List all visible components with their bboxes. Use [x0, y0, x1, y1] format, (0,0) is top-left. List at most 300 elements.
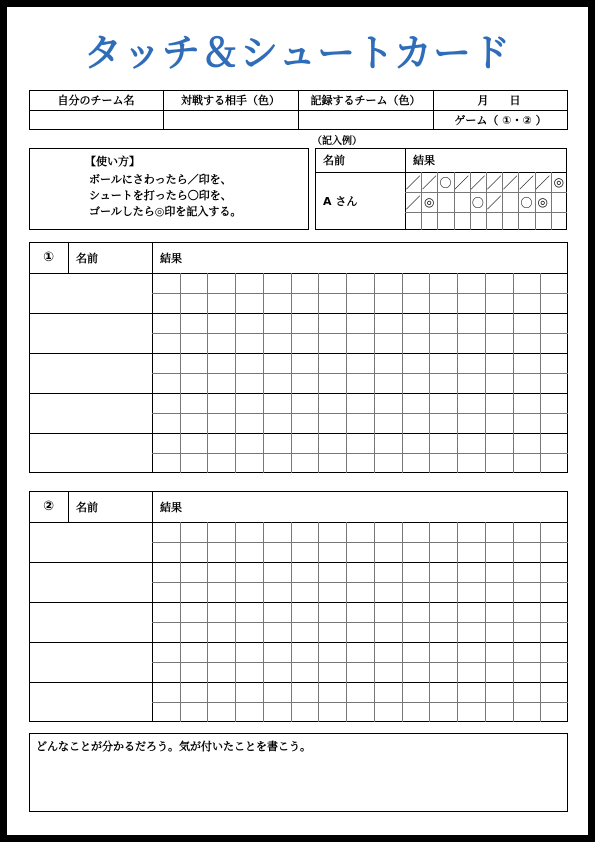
- result-cell[interactable]: [402, 542, 430, 562]
- result-cell[interactable]: [374, 522, 402, 542]
- result-cell[interactable]: [374, 602, 402, 622]
- result-cell[interactable]: [429, 373, 457, 393]
- result-cell[interactable]: [180, 433, 208, 453]
- result-cell[interactable]: [457, 413, 485, 433]
- result-cell[interactable]: [291, 393, 319, 413]
- result-cell[interactable]: [457, 662, 485, 682]
- result-cell[interactable]: [291, 313, 319, 333]
- result-cell[interactable]: [374, 313, 402, 333]
- result-cell[interactable]: [402, 453, 430, 473]
- result-cell[interactable]: [457, 453, 485, 473]
- result-cell[interactable]: [513, 522, 541, 542]
- result-cell[interactable]: [485, 373, 513, 393]
- result-cell[interactable]: [180, 662, 208, 682]
- result-cell[interactable]: [235, 562, 263, 582]
- result-cell[interactable]: [374, 433, 402, 453]
- result-cell[interactable]: [318, 313, 346, 333]
- result-cell[interactable]: [263, 393, 291, 413]
- result-cell[interactable]: [235, 522, 263, 542]
- result-cell[interactable]: [485, 413, 513, 433]
- result-cell[interactable]: [485, 662, 513, 682]
- result-cell[interactable]: [485, 522, 513, 542]
- result-cell[interactable]: [402, 373, 430, 393]
- result-cell[interactable]: [540, 702, 568, 722]
- result-cell[interactable]: [152, 582, 180, 602]
- result-cell[interactable]: [457, 433, 485, 453]
- result-cell[interactable]: [429, 562, 457, 582]
- result-cell[interactable]: [374, 453, 402, 473]
- opponent-field[interactable]: [163, 110, 298, 130]
- result-cell[interactable]: [457, 353, 485, 373]
- player-name-field[interactable]: [29, 433, 152, 473]
- result-cell[interactable]: [207, 393, 235, 413]
- result-cell[interactable]: [235, 433, 263, 453]
- result-cell[interactable]: [457, 582, 485, 602]
- result-cell[interactable]: [263, 702, 291, 722]
- result-cell[interactable]: [429, 273, 457, 293]
- result-cell[interactable]: [152, 542, 180, 562]
- result-cell[interactable]: [263, 333, 291, 353]
- result-cell[interactable]: [235, 682, 263, 702]
- result-cell[interactable]: [540, 522, 568, 542]
- result-cell[interactable]: [540, 313, 568, 333]
- result-cell[interactable]: [346, 582, 374, 602]
- result-cell[interactable]: [540, 373, 568, 393]
- result-cell[interactable]: [235, 333, 263, 353]
- result-cell[interactable]: [374, 562, 402, 582]
- result-cell[interactable]: [485, 393, 513, 413]
- result-cell[interactable]: [180, 353, 208, 373]
- result-cell[interactable]: [207, 353, 235, 373]
- result-cell[interactable]: [429, 682, 457, 702]
- result-cell[interactable]: [513, 582, 541, 602]
- result-cell[interactable]: [402, 662, 430, 682]
- result-cell[interactable]: [457, 293, 485, 313]
- result-cell[interactable]: [457, 522, 485, 542]
- result-cell[interactable]: [513, 562, 541, 582]
- result-cell[interactable]: [152, 662, 180, 682]
- result-cell[interactable]: [152, 393, 180, 413]
- result-cell[interactable]: [152, 682, 180, 702]
- result-cell[interactable]: [318, 293, 346, 313]
- result-cell[interactable]: [429, 413, 457, 433]
- result-cell[interactable]: [207, 642, 235, 662]
- player-name-field[interactable]: [29, 602, 152, 642]
- result-cell[interactable]: [207, 682, 235, 702]
- result-cell[interactable]: [318, 433, 346, 453]
- result-cell[interactable]: [318, 602, 346, 622]
- result-cell[interactable]: [402, 333, 430, 353]
- result-cell[interactable]: [152, 333, 180, 353]
- result-cell[interactable]: [346, 622, 374, 642]
- result-cell[interactable]: [291, 702, 319, 722]
- result-cell[interactable]: [513, 353, 541, 373]
- result-cell[interactable]: [485, 433, 513, 453]
- result-cell[interactable]: [402, 702, 430, 722]
- result-cell[interactable]: [346, 642, 374, 662]
- result-cell[interactable]: [540, 453, 568, 473]
- result-cell[interactable]: [235, 413, 263, 433]
- result-cell[interactable]: [346, 373, 374, 393]
- result-cell[interactable]: [263, 542, 291, 562]
- result-cell[interactable]: [485, 542, 513, 562]
- result-cell[interactable]: [346, 353, 374, 373]
- result-cell[interactable]: [318, 373, 346, 393]
- result-cell[interactable]: [374, 622, 402, 642]
- result-cell[interactable]: [291, 273, 319, 293]
- result-cell[interactable]: [429, 622, 457, 642]
- player-name-field[interactable]: [29, 393, 152, 433]
- result-cell[interactable]: [207, 413, 235, 433]
- result-cell[interactable]: [180, 453, 208, 473]
- result-cell[interactable]: [513, 393, 541, 413]
- result-cell[interactable]: [374, 333, 402, 353]
- result-cell[interactable]: [207, 522, 235, 542]
- result-cell[interactable]: [457, 393, 485, 413]
- result-cell[interactable]: [485, 602, 513, 622]
- result-cell[interactable]: [374, 393, 402, 413]
- result-cell[interactable]: [180, 273, 208, 293]
- own-team-field[interactable]: [29, 110, 163, 130]
- result-cell[interactable]: [457, 622, 485, 642]
- result-cell[interactable]: [513, 273, 541, 293]
- result-cell[interactable]: [180, 333, 208, 353]
- result-cell[interactable]: [429, 642, 457, 662]
- result-cell[interactable]: [540, 393, 568, 413]
- result-cell[interactable]: [180, 293, 208, 313]
- result-cell[interactable]: [540, 273, 568, 293]
- result-cell[interactable]: [291, 622, 319, 642]
- result-cell[interactable]: [207, 542, 235, 562]
- result-cell[interactable]: [180, 602, 208, 622]
- result-cell[interactable]: [346, 453, 374, 473]
- result-cell[interactable]: [180, 522, 208, 542]
- result-cell[interactable]: [374, 542, 402, 562]
- result-cell[interactable]: [540, 433, 568, 453]
- result-cell[interactable]: [180, 642, 208, 662]
- result-cell[interactable]: [291, 562, 319, 582]
- result-cell[interactable]: [485, 622, 513, 642]
- result-cell[interactable]: [540, 642, 568, 662]
- result-cell[interactable]: [180, 582, 208, 602]
- result-cell[interactable]: [540, 622, 568, 642]
- result-cell[interactable]: [263, 562, 291, 582]
- result-cell[interactable]: [513, 542, 541, 562]
- result-cell[interactable]: [263, 433, 291, 453]
- result-cell[interactable]: [235, 582, 263, 602]
- result-cell[interactable]: [263, 582, 291, 602]
- result-cell[interactable]: [429, 433, 457, 453]
- result-cell[interactable]: [429, 582, 457, 602]
- result-cell[interactable]: [485, 353, 513, 373]
- result-cell[interactable]: [374, 413, 402, 433]
- result-cell[interactable]: [374, 373, 402, 393]
- result-cell[interactable]: [457, 273, 485, 293]
- result-cell[interactable]: [457, 562, 485, 582]
- record-team-field[interactable]: [298, 110, 433, 130]
- result-cell[interactable]: [540, 582, 568, 602]
- result-cell[interactable]: [540, 293, 568, 313]
- result-cell[interactable]: [402, 433, 430, 453]
- result-cell[interactable]: [457, 373, 485, 393]
- result-cell[interactable]: [540, 333, 568, 353]
- result-cell[interactable]: [346, 413, 374, 433]
- result-cell[interactable]: [235, 373, 263, 393]
- result-cell[interactable]: [235, 662, 263, 682]
- result-cell[interactable]: [180, 622, 208, 642]
- result-cell[interactable]: [235, 453, 263, 473]
- result-cell[interactable]: [152, 562, 180, 582]
- result-cell[interactable]: [180, 562, 208, 582]
- result-cell[interactable]: [402, 622, 430, 642]
- result-cell[interactable]: [457, 682, 485, 702]
- result-cell[interactable]: [318, 582, 346, 602]
- result-cell[interactable]: [513, 333, 541, 353]
- result-cell[interactable]: [346, 602, 374, 622]
- result-cell[interactable]: [485, 702, 513, 722]
- result-cell[interactable]: [513, 413, 541, 433]
- result-cell[interactable]: [263, 453, 291, 473]
- result-cell[interactable]: [180, 413, 208, 433]
- result-cell[interactable]: [207, 582, 235, 602]
- result-cell[interactable]: [402, 602, 430, 622]
- result-cell[interactable]: [457, 702, 485, 722]
- result-cell[interactable]: [513, 313, 541, 333]
- result-cell[interactable]: [263, 293, 291, 313]
- result-cell[interactable]: [263, 522, 291, 542]
- result-cell[interactable]: [346, 273, 374, 293]
- player-name-field[interactable]: [29, 313, 152, 353]
- result-cell[interactable]: [235, 542, 263, 562]
- result-cell[interactable]: [318, 542, 346, 562]
- result-cell[interactable]: [235, 622, 263, 642]
- result-cell[interactable]: [318, 413, 346, 433]
- result-cell[interactable]: [263, 353, 291, 373]
- result-cell[interactable]: [346, 542, 374, 562]
- result-cell[interactable]: [429, 313, 457, 333]
- result-cell[interactable]: [429, 453, 457, 473]
- result-cell[interactable]: [152, 373, 180, 393]
- result-cell[interactable]: [346, 393, 374, 413]
- result-cell[interactable]: [152, 293, 180, 313]
- player-name-field[interactable]: [29, 642, 152, 682]
- result-cell[interactable]: [207, 333, 235, 353]
- result-cell[interactable]: [540, 682, 568, 702]
- result-cell[interactable]: [318, 393, 346, 413]
- result-cell[interactable]: [180, 702, 208, 722]
- result-cell[interactable]: [152, 453, 180, 473]
- result-cell[interactable]: [235, 273, 263, 293]
- result-cell[interactable]: [485, 642, 513, 662]
- result-cell[interactable]: [291, 433, 319, 453]
- result-cell[interactable]: [540, 353, 568, 373]
- result-cell[interactable]: [263, 662, 291, 682]
- result-cell[interactable]: [318, 273, 346, 293]
- result-cell[interactable]: [457, 313, 485, 333]
- result-cell[interactable]: [207, 433, 235, 453]
- result-cell[interactable]: [152, 522, 180, 542]
- result-cell[interactable]: [180, 682, 208, 702]
- result-cell[interactable]: [152, 273, 180, 293]
- result-cell[interactable]: [485, 453, 513, 473]
- result-cell[interactable]: [207, 562, 235, 582]
- result-cell[interactable]: [207, 293, 235, 313]
- result-cell[interactable]: [291, 642, 319, 662]
- result-cell[interactable]: [402, 273, 430, 293]
- result-cell[interactable]: [540, 602, 568, 622]
- result-cell[interactable]: [429, 522, 457, 542]
- result-cell[interactable]: [374, 582, 402, 602]
- result-cell[interactable]: [402, 313, 430, 333]
- result-cell[interactable]: [318, 562, 346, 582]
- result-cell[interactable]: [540, 662, 568, 682]
- result-cell[interactable]: [457, 642, 485, 662]
- result-cell[interactable]: [291, 373, 319, 393]
- result-cell[interactable]: [291, 682, 319, 702]
- result-cell[interactable]: [513, 433, 541, 453]
- result-cell[interactable]: [485, 293, 513, 313]
- result-cell[interactable]: [291, 582, 319, 602]
- result-cell[interactable]: [540, 542, 568, 562]
- result-cell[interactable]: [207, 622, 235, 642]
- result-cell[interactable]: [513, 453, 541, 473]
- result-cell[interactable]: [291, 453, 319, 473]
- result-cell[interactable]: [485, 273, 513, 293]
- result-cell[interactable]: [346, 433, 374, 453]
- result-cell[interactable]: [318, 642, 346, 662]
- result-cell[interactable]: [402, 293, 430, 313]
- result-cell[interactable]: [346, 702, 374, 722]
- result-cell[interactable]: [235, 702, 263, 722]
- result-cell[interactable]: [207, 313, 235, 333]
- result-cell[interactable]: [485, 682, 513, 702]
- result-cell[interactable]: [346, 662, 374, 682]
- result-cell[interactable]: [291, 293, 319, 313]
- result-cell[interactable]: [263, 682, 291, 702]
- result-cell[interactable]: [429, 662, 457, 682]
- result-cell[interactable]: [263, 273, 291, 293]
- result-cell[interactable]: [374, 353, 402, 373]
- result-cell[interactable]: [513, 642, 541, 662]
- result-cell[interactable]: [346, 333, 374, 353]
- result-cell[interactable]: [513, 602, 541, 622]
- result-cell[interactable]: [485, 313, 513, 333]
- result-cell[interactable]: [402, 393, 430, 413]
- result-cell[interactable]: [540, 562, 568, 582]
- result-cell[interactable]: [318, 353, 346, 373]
- result-cell[interactable]: [402, 562, 430, 582]
- result-cell[interactable]: [402, 413, 430, 433]
- player-name-field[interactable]: [29, 353, 152, 393]
- player-name-field[interactable]: [29, 273, 152, 313]
- result-cell[interactable]: [152, 433, 180, 453]
- result-cell[interactable]: [235, 313, 263, 333]
- result-cell[interactable]: [235, 353, 263, 373]
- result-cell[interactable]: [291, 522, 319, 542]
- result-cell[interactable]: [457, 602, 485, 622]
- result-cell[interactable]: [263, 313, 291, 333]
- result-cell[interactable]: [291, 662, 319, 682]
- result-cell[interactable]: [318, 662, 346, 682]
- result-cell[interactable]: [402, 682, 430, 702]
- player-name-field[interactable]: [29, 562, 152, 602]
- result-cell[interactable]: [263, 602, 291, 622]
- result-cell[interactable]: [291, 602, 319, 622]
- result-cell[interactable]: [152, 313, 180, 333]
- result-cell[interactable]: [207, 602, 235, 622]
- result-cell[interactable]: [291, 353, 319, 373]
- result-cell[interactable]: [318, 522, 346, 542]
- result-cell[interactable]: [207, 373, 235, 393]
- result-cell[interactable]: [429, 602, 457, 622]
- result-cell[interactable]: [263, 642, 291, 662]
- result-cell[interactable]: [152, 642, 180, 662]
- result-cell[interactable]: [485, 562, 513, 582]
- result-cell[interactable]: [429, 702, 457, 722]
- result-cell[interactable]: [152, 622, 180, 642]
- result-cell[interactable]: [402, 642, 430, 662]
- result-cell[interactable]: [180, 373, 208, 393]
- result-cell[interactable]: [429, 333, 457, 353]
- result-cell[interactable]: [180, 393, 208, 413]
- result-cell[interactable]: [152, 413, 180, 433]
- result-cell[interactable]: [374, 702, 402, 722]
- result-cell[interactable]: [402, 522, 430, 542]
- result-cell[interactable]: [235, 393, 263, 413]
- result-cell[interactable]: [152, 602, 180, 622]
- result-cell[interactable]: [374, 682, 402, 702]
- result-cell[interactable]: [207, 702, 235, 722]
- player-name-field[interactable]: [29, 682, 152, 722]
- result-cell[interactable]: [152, 353, 180, 373]
- result-cell[interactable]: [429, 542, 457, 562]
- result-cell[interactable]: [429, 293, 457, 313]
- result-cell[interactable]: [457, 542, 485, 562]
- result-cell[interactable]: [374, 293, 402, 313]
- result-cell[interactable]: [207, 662, 235, 682]
- result-cell[interactable]: [318, 622, 346, 642]
- result-cell[interactable]: [207, 453, 235, 473]
- result-cell[interactable]: [346, 313, 374, 333]
- result-cell[interactable]: [374, 642, 402, 662]
- result-cell[interactable]: [318, 333, 346, 353]
- result-cell[interactable]: [485, 333, 513, 353]
- result-cell[interactable]: [513, 622, 541, 642]
- result-cell[interactable]: [346, 682, 374, 702]
- result-cell[interactable]: [235, 293, 263, 313]
- result-cell[interactable]: [180, 313, 208, 333]
- result-cell[interactable]: [513, 293, 541, 313]
- result-cell[interactable]: [263, 373, 291, 393]
- result-cell[interactable]: [429, 393, 457, 413]
- result-cell[interactable]: [346, 562, 374, 582]
- result-cell[interactable]: [513, 702, 541, 722]
- result-cell[interactable]: [318, 702, 346, 722]
- result-cell[interactable]: [429, 353, 457, 373]
- result-cell[interactable]: [402, 582, 430, 602]
- result-cell[interactable]: [207, 273, 235, 293]
- result-cell[interactable]: [152, 702, 180, 722]
- result-cell[interactable]: [374, 273, 402, 293]
- result-cell[interactable]: [180, 542, 208, 562]
- result-cell[interactable]: [374, 662, 402, 682]
- result-cell[interactable]: [513, 682, 541, 702]
- result-cell[interactable]: [346, 522, 374, 542]
- result-cell[interactable]: [291, 333, 319, 353]
- result-cell[interactable]: [235, 602, 263, 622]
- result-cell[interactable]: [402, 353, 430, 373]
- result-cell[interactable]: [318, 682, 346, 702]
